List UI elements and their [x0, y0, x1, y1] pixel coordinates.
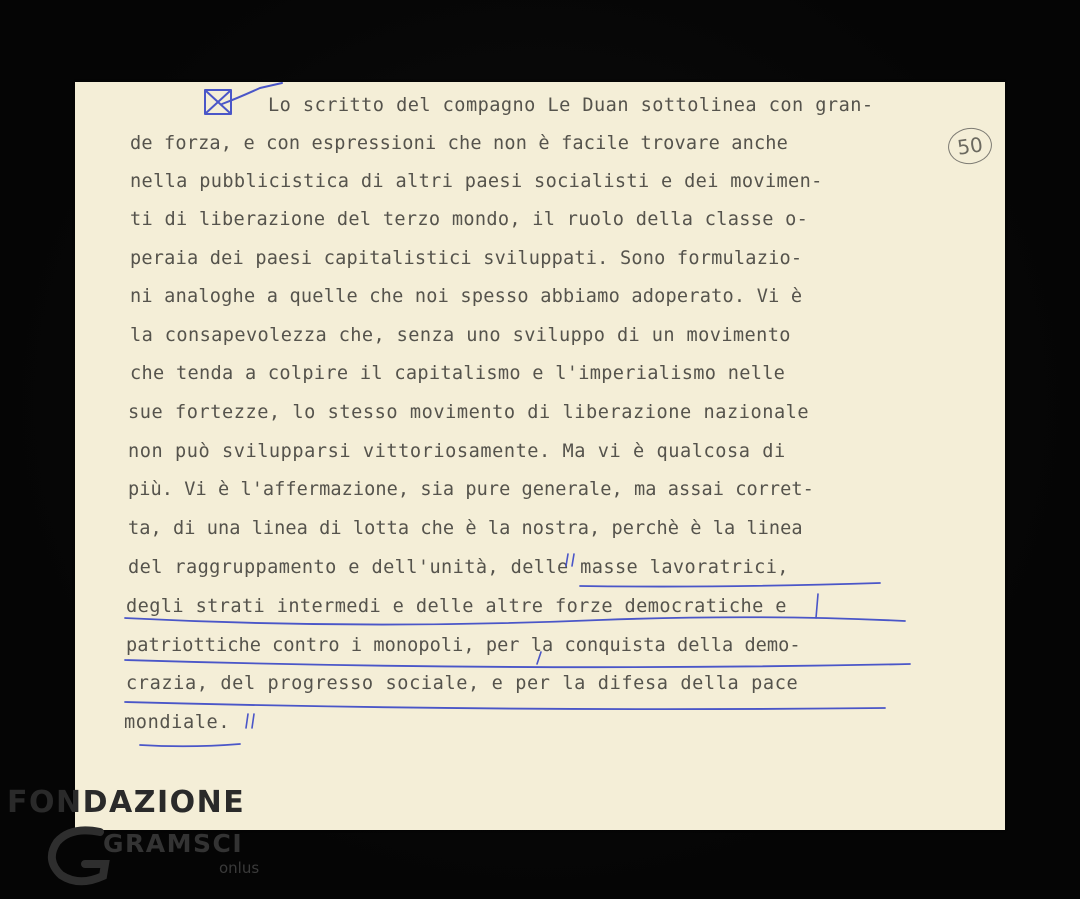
- typed-text-block: [75, 82, 1005, 830]
- text-line: del raggruppamento e dell'unità, delle masse lavoratrici,: [128, 557, 789, 578]
- text-line: nella pubblicistica di altri paesi socialisti e dei movimen-: [130, 171, 823, 192]
- text-line: non può svilupparsi vittoriosamente. Ma vi è qualcosa di: [128, 441, 786, 462]
- fondazione-gramsci-watermark: [5, 780, 275, 890]
- text-line: peraia dei paesi capitalistici sviluppati. Sono formulazio-: [130, 248, 803, 269]
- text-line: sue fortezze, lo stesso movimento di liberazione nazionale: [128, 402, 810, 423]
- text-line: degli strati intermedi e delle altre forze democratiche e: [126, 596, 787, 617]
- watermark-line3: onlus: [219, 859, 260, 877]
- text-line: de forza, e con espressioni che non è facile trovare anche: [130, 133, 788, 154]
- text-line: mondiale.: [124, 712, 231, 733]
- text-line: Lo scritto del compagno Le Duan sottolinea con gran-: [268, 95, 874, 116]
- watermark-line1: FONDAZIONE: [7, 785, 246, 820]
- text-line: la consapevolezza che, senza uno sviluppo di un movimento: [130, 325, 791, 346]
- watermark-line2: GRAMSCI: [103, 829, 244, 858]
- text-line: più. Vi è l'affermazione, sia pure generale, ma assai corret-: [128, 479, 814, 500]
- text-line: crazia, del progresso sociale, e per la difesa della pace: [126, 673, 799, 694]
- page-number-circle: 50: [946, 125, 995, 167]
- text-line: ti di liberazione del terzo mondo, il ruolo della classe o-: [130, 209, 809, 230]
- text-line: ta, di una linea di lotta che è la nostra, perchè è la linea: [128, 518, 803, 539]
- text-line: patriottiche contro i monopoli, per la conquista della demo-: [126, 635, 801, 656]
- text-line: ni analoghe a quelle che noi spesso abbiamo adoperato. Vi è: [130, 286, 803, 307]
- typewritten-page: [75, 82, 1005, 830]
- watermark-g-emblem: [52, 830, 105, 881]
- text-line: che tenda a colpire il capitalismo e l'imperialismo nelle: [130, 363, 786, 384]
